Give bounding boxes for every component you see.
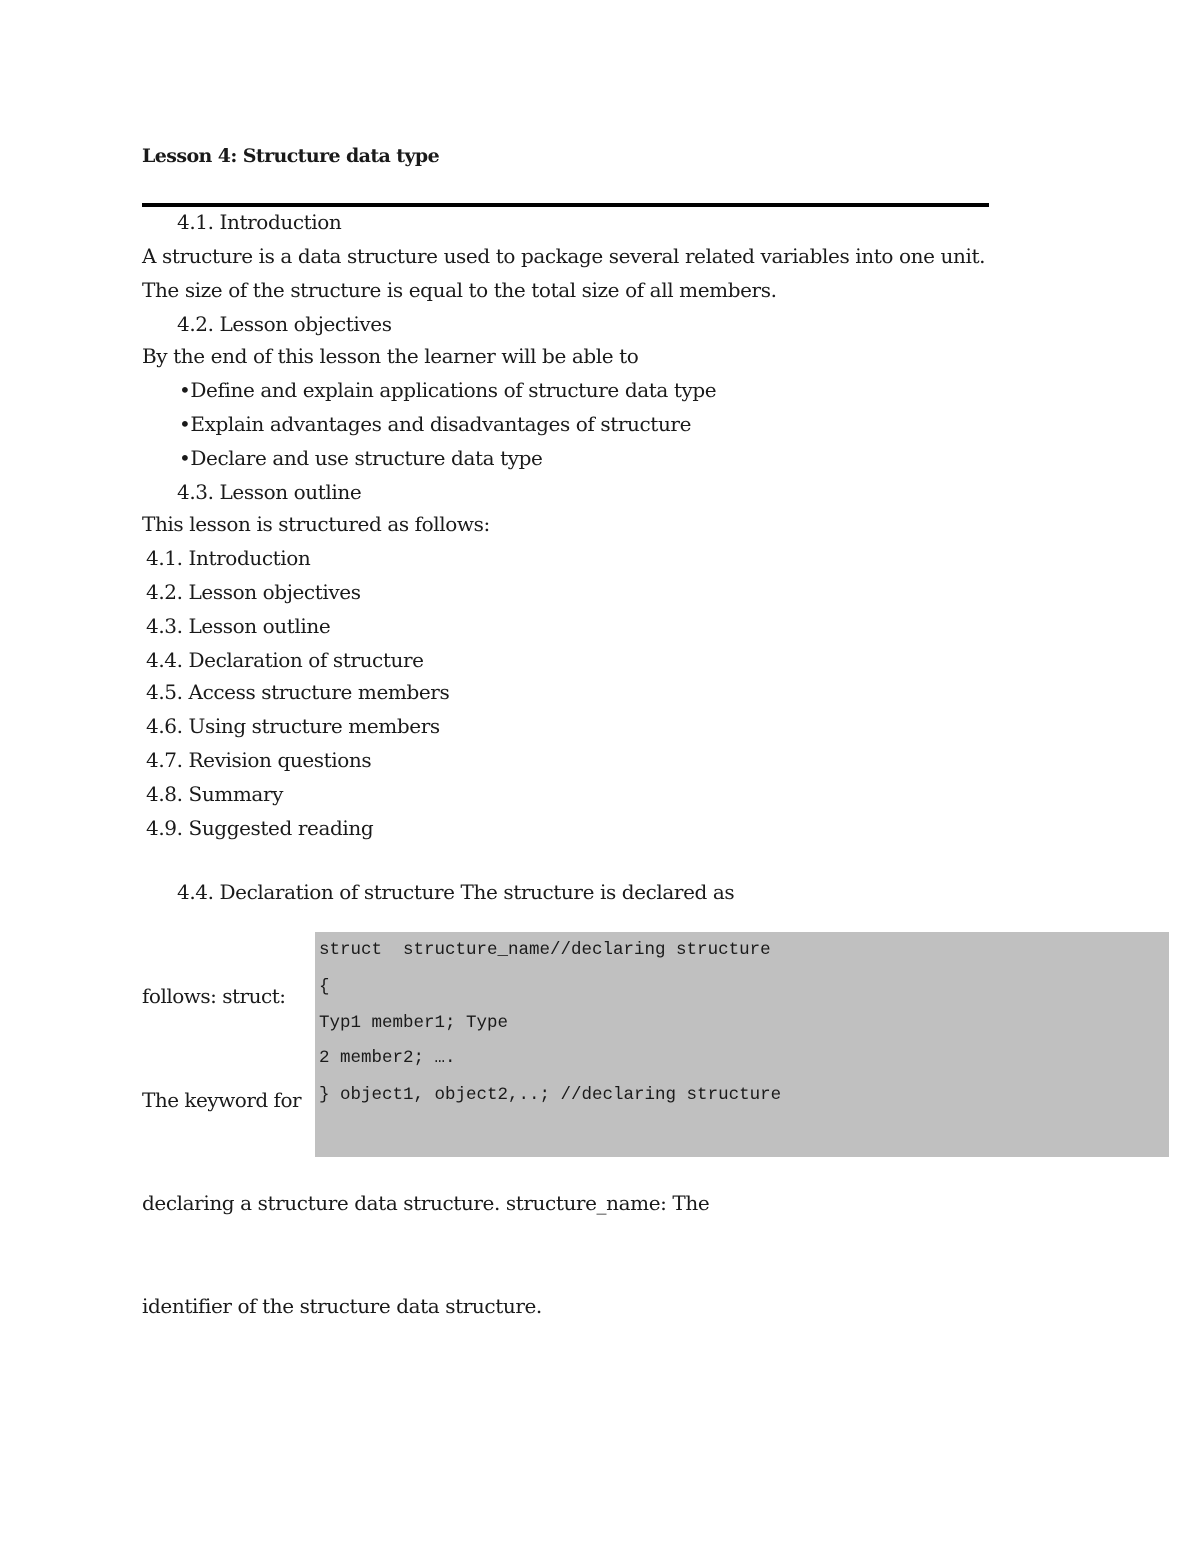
intro-text-1: A structure is a data structure used to package several related variables into one unit. [142,244,986,268]
outline-heading: 4.3. Lesson outline [177,480,362,504]
outline-item: 4.4. Declaration of structure [146,648,424,672]
outline-item: 4.3. Lesson outline [146,614,331,638]
intro-heading: 4.1. Introduction [177,210,342,234]
after-text-1: declaring a structure data structure. structure_name: The [142,1191,710,1215]
outline-item: 4.8. Summary [146,782,284,806]
code-block [315,932,1169,1157]
code-line: 2 member2; …. [319,1048,456,1068]
intro-text-2: The size of the structure is equal to the total size of all members. [142,278,777,302]
code-line: } object1, object2,..; //declaring structure [319,1085,782,1105]
declaration-heading: 4.4. Declaration of structure The structure is declared as [177,880,735,904]
objectives-heading: 4.2. Lesson objectives [177,312,392,336]
side-text-follows: follows: struct: [142,984,286,1008]
title-rule [142,203,989,207]
outline-item: 4.1. Introduction [146,546,311,570]
objective-item: •Define and explain applications of structure data type [179,378,717,402]
objectives-lead: By the end of this lesson the learner will be able to [142,344,639,368]
outline-item: 4.6. Using structure members [146,714,440,738]
objective-item: •Explain advantages and disadvantages of structure [179,412,692,436]
outline-item: 4.7. Revision questions [146,748,372,772]
after-text-2: identifier of the structure data structure. [142,1294,542,1318]
lesson-title: Lesson 4: Structure data type [142,145,440,167]
code-line: { [319,977,330,997]
code-line: Typ1 member1; Type [319,1013,509,1033]
objective-item: •Declare and use structure data type [179,446,543,470]
outline-lead: This lesson is structured as follows: [142,512,490,536]
outline-item: 4.9. Suggested reading [146,816,374,840]
outline-item: 4.5. Access structure members [146,680,450,704]
side-text-keyword: The keyword for [142,1088,302,1112]
outline-item: 4.2. Lesson objectives [146,580,361,604]
code-line: struct structure_name//declaring structure [319,940,771,960]
